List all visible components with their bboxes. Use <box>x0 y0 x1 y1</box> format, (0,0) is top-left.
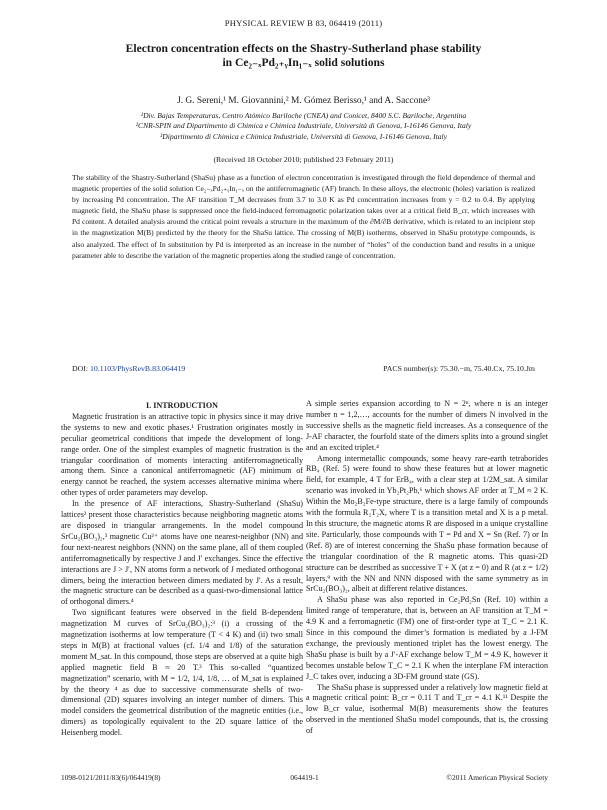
paragraph: Magnetic frustration is an attractive topic in physics since it may drive the systems to new and exotic phases.¹ Frustration originates mostly in peculiar geometrical conditions that impede the development of long-range order. One of the simplest examples of magnetic frustration is the triangular coordination of moments interacting antiferromagnetically among them. Since a canonical antiferromagnetic (AF) minimum of energy cannot be reached, the system accesses alternative minima where other types of order parameters may develop. <box>61 411 303 498</box>
paragraph: Two significant features were observed in the field B-dependent magnetization M curves of SrCu₂(BO₃)₂:³ (i) a crossing of the magnetization isotherms at low temperature (T < 4 K) and (ii) two small steps in M(B) at fractional values (cf. 1/4 and 1/8) of the saturation moment M_sat. In this compound, those steps are observed at a quite high applied magnetic field B ≈ 20 T.³ This so-called “quantized magnetization” scenario, with M = 1/2, 1/4, 1/8, … of M_sat is explained by the theory ⁴ as due to successive commensurate shells of two-dimensional (2D) squares involving an integer number of dimers. This model considers the geometrical distribution of the magnetic entities (i.e., dimers) as topologically equivalent to the 2D square lattice of the Heisenberg model. <box>61 608 303 738</box>
running-head: PHYSICAL REVIEW B 83, 064419 (2011) <box>224 18 383 28</box>
section-heading: I. INTRODUCTION <box>146 401 218 410</box>
abstract: The stability of the Shastry-Sutherland (ShaSu) phase as a function of electron concentration is investigated through the field dependence of thermal and magnetic properties of the solid solution Ce₂₋ₓPd₂₊ᵧIn₁₋ₓ on the antiferromagnetic (AF) branch. In these alloys, the electronic (holes) variation is realized by increasing Pd concentration. The AF transition T_M decreases from 3.7 to 3.0 K as Pd concentration increases from y = 0.2 to 0.4. By applying magnetic field, the ShaSu phase is suppressed once the field-induced ferromagnetic polarization takes over at a critical field B_cr, which increases with Pd content. A detailed analysis around the critical point reveals a structure in the maximum of the ∂M/∂B derivative, which is related to an incipient step in the magnetization M(B) predicted by the theory for the ShaSu lattice. The crossing of M(B) isotherms, observed in ShaSu prototype compounds, is also analyzed. The effect of In substitution by Pd is interpreted as an increase in the number of “holes” of the conduction band and results in a unique parameter able to describe the variation of the magnetic properties along the studied range of concentration. <box>72 173 535 260</box>
doi-label: DOI: <box>72 364 89 373</box>
affiliation-2: ²CNR-SPIN and Dipartimento di Chimica e Chimica Industriale, Università di Genova, I-16146 Genova, Italy <box>135 121 472 131</box>
page-footer <box>61 773 548 782</box>
doi-row <box>72 364 535 373</box>
affiliations <box>40 111 567 142</box>
affiliation-3: ³Dipartimento di Chimica e Chimica Industriale, Università di Genova, I-16146 Genova, Italy <box>160 131 447 141</box>
pacs-numbers: PACS number(s): 75.30.−m, 75.40.Cx, 75.10.Jm <box>383 364 535 373</box>
right-column <box>306 399 548 737</box>
paper-title <box>60 42 547 70</box>
page-number: 064419-1 <box>290 773 319 782</box>
received-date: (Received 18 October 2010; published 23 February 2011) <box>213 155 394 164</box>
doi-link[interactable]: 10.1103/PhysRevB.83.064419 <box>89 364 186 373</box>
paragraph: A simple series expansion according to N = 2ⁿ, where n is an integer number n = 1,2,…, accounts for the number of dimers N involved in the successive shells as the magnetic field increases. As a consequence of the J-AF character, the fourfold state of the dimers splits into a ground singlet and an excited triplet.⁴ <box>306 399 548 452</box>
paragraph: In the presence of AF interactions, Shastry-Sutherland (ShaSu) lattices² present those characteristics because neighboring magnetic atoms are disposed in triangular arrangements. In the model compound SrCu₂(BO₃)₂,³ magnetic Cu²⁺ atoms have one nearest-neighbor (NN) and four next-nearest neighbors (NNN) on the same plane, all of them coupled antiferromagnetically by respective J and J′ exchanges. Since the effective interactions are J > J′, NN atoms form a network of J mediated orthogonal dimers, being the interaction between dimers mediated by J′. As a result, the magnetic structure can be described as a quasi-two-dimensional lattice of orthogonal dimers.⁴ <box>61 499 303 607</box>
paragraph: A ShaSu phase was also reported in Ce₂Pd₂Sn (Ref. 10) within a limited range of temperature, that is, between an AF transition at T_M = 4.9 K and a ferromagnetic (FM) one of first-order type at T_C = 2.1 K. Since in this compound the dimer’s formation is mediated by a J-FM exchange, the previously mentioned triplet has the lowest energy. The ShaSu phase is built by a J′-AF exchange below T_M = 4.9 K, however it becomes unstable below T_C = 2.1 K when the interplane FM interaction J_C takes over, inducing a 3D-FM ground state (GS). <box>306 595 548 681</box>
left-column <box>61 401 303 739</box>
affiliation-1: ¹Div. Bajas Temperaturas, Centro Atómico Bariloche (CNEA) and Conicet, 8400 S.C. Bariloche, Argentina <box>140 111 467 120</box>
paragraph: The ShaSu phase is suppressed under a relatively low magnetic field at a magnetic critical point: B_cr = 0.11 T and T_cr = 4.1 K.¹¹ Despite the low B_cr value, isothermal M(B) measurements show the features observed in the mentioned ShaSu model compounds, that is, the crossing of <box>306 682 548 736</box>
paragraph: Among intermetallic compounds, some heavy rare-earth tetraborides RB₄ (Ref. 5) were found to show these features but at lower magnetic field, for example, 4 T for ErB₄, with a clear step at 1/2M_sat. A similar scenario was invoked in Yb₂Pt₂Pb,⁶ which shows AF order at T_M ≈ 2 K. Within the Mo₂B₂Fe-type structure, there is a large family of compounds with the formula R₂T₂X, where T is a transition metal and X is a p metal. In this structure, the magnetic atoms R are disposed in a unique crystalline site. Particularly, those compounds with T = Pd and X = Sn (Ref. 7) or In (Ref. 8) are of interest concerning the ShaSu phase formation because of the triangular coordination of the R magnetic atoms. This quasi-2D structure can be described as successive T + X (at z = 0) and R (at z = 1/2) layers,⁹ with the NN and NNN disposed with the same symmetry as in SrCu₂(BO₃)₂, albeit at different relative distances. <box>306 453 548 594</box>
title-line-2: in Ce₂₋ₓPd₂₊ᵧIn₁₋ₓ solid solutions <box>222 56 385 69</box>
copyright: ©2011 American Physical Society <box>446 773 548 782</box>
author-list: J. G. Sereni,¹ M. Giovannini,² M. Gómez Berisso,¹ and A. Saccone³ <box>177 96 430 106</box>
title-line-1: Electron concentration effects on the Shastry-Sutherland phase stability <box>125 42 482 55</box>
footer-code: 1098-0121/2011/83(6)/064419(8) <box>61 773 161 782</box>
